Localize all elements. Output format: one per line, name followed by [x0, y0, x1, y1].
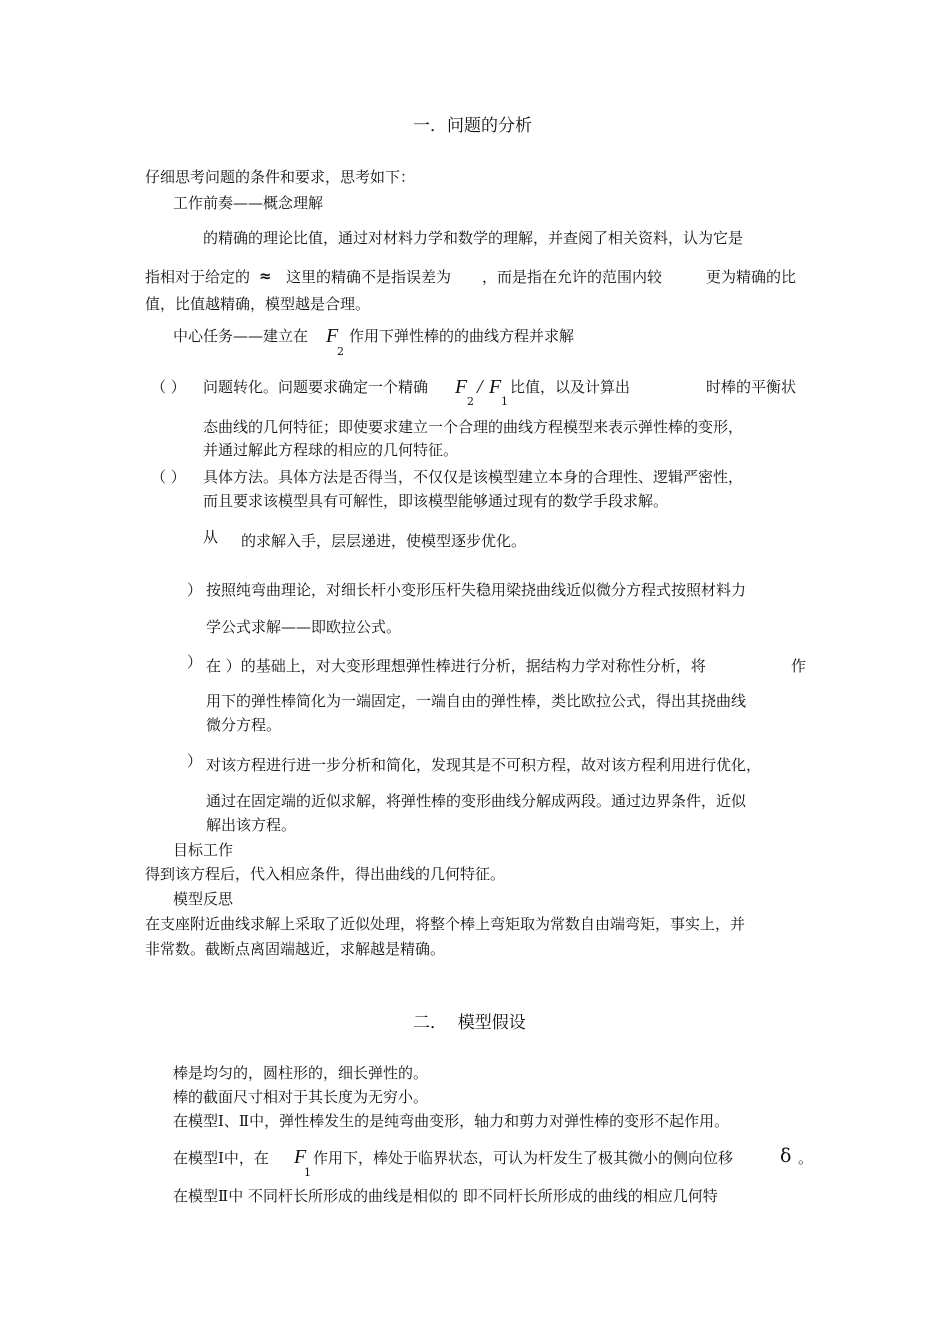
- assumption-4c: 。: [798, 1149, 814, 1167]
- force-symbol-f1-ratio: F: [489, 376, 502, 398]
- item2-marker: （ ）: [151, 468, 186, 486]
- from-line-a: 从: [203, 528, 219, 546]
- para1-line3: 值，比值越精确，模型越是合理。: [145, 295, 371, 313]
- approx-symbol: ≈: [259, 267, 272, 285]
- item2-line1: 具体方法。具体方法是否得当，不仅仅是该模型建立本身的合理性、逻辑严密性，: [203, 468, 744, 486]
- prelude-heading: 工作前奏——概念理解: [173, 194, 324, 212]
- center-task-a: 中心任务——建立在: [173, 327, 309, 345]
- para1-line2b: 这里的精确不是指误差为: [286, 268, 452, 286]
- from-line-b: 的求解入手，层层递进，使模型逐步优化。: [241, 532, 527, 550]
- goal-heading: 目标工作: [173, 841, 234, 859]
- assumption-4b: 作用下，棒处于临界状态，可认为杆发生了极其微小的侧向位移: [313, 1149, 734, 1167]
- reflect-line2: 非常数。截断点离固端越近，求解越是精确。: [145, 940, 446, 958]
- section-title-analysis: 一．问题的分析: [413, 116, 532, 136]
- ratio-slash: /: [477, 376, 483, 398]
- step3-line1: 对该方程进行进一步分析和简化，发现其是不可积方程，故对该方程利用进行优化，: [206, 756, 762, 774]
- item1-line1c: 时棒的平衡状: [706, 378, 797, 396]
- item2-line2: 而且要求该模型具有可解性，即该模型能够通过现有的数学手段求解。: [203, 492, 669, 510]
- step2-line3: 微分方程。: [206, 716, 282, 734]
- assumption-1: 棒是均匀的，圆柱形的，细长弹性的。: [173, 1064, 429, 1082]
- force-symbol-f2: F: [326, 325, 339, 347]
- goal-text: 得到该方程后，代入相应条件，得出曲线的几何特征。: [145, 865, 506, 883]
- para1-line1: 的精确的理论比值，通过对材料力学和数学的理解，并查阅了相关资料，认为它是: [203, 229, 744, 247]
- para1-line2a: 指相对于给定的: [145, 268, 251, 286]
- assumption-2: 棒的截面尺寸相对于其长度为无穷小。: [173, 1088, 429, 1106]
- reflect-line1: 在支座附近曲线求解上采取了近似处理，将整个棒上弯矩取为常数自由端弯矩，事实上，并: [145, 915, 746, 933]
- center-task-b: 作用下弹性棒的的曲线方程并求解: [349, 327, 575, 345]
- ratio-subscript-2: 2: [467, 395, 474, 408]
- ratio-subscript-1: 1: [501, 395, 508, 408]
- step2-line1b: 作: [791, 657, 807, 675]
- force-symbol-f2-ratio: F: [455, 376, 468, 398]
- assumption-5: 在模型Ⅱ中 不同杆长所形成的曲线是相似的 即不同杆长所形成的曲线的相应几何特: [173, 1187, 718, 1205]
- para1-line2d: 更为精确的比: [706, 268, 797, 286]
- step2-line2: 用下的弹性棒简化为一端固定，一端自由的弹性棒，类比欧拉公式，得出其挠曲线: [206, 692, 747, 710]
- reflect-heading: 模型反思: [173, 890, 234, 908]
- intro-line: 仔细思考问题的条件和要求，思考如下：: [145, 168, 416, 186]
- step3-line2: 通过在固定端的近似求解，将弹性棒的变形曲线分解成两段。通过边界条件，近似: [206, 792, 747, 810]
- assumption-3: 在模型Ⅰ、Ⅱ中，弹性棒发生的是纯弯曲变形，轴力和剪力对弹性棒的变形不起作用。: [173, 1112, 730, 1130]
- step1-line1: 按照纯弯曲理论，对细长杆小变形压杆失稳用梁挠曲线近似微分方程式按照材料力: [206, 581, 747, 599]
- a4-subscript-1: 1: [304, 1166, 311, 1179]
- item1-line3: 并通过解此方程球的相应的几何特征。: [203, 441, 459, 459]
- item1-line1a: 问题转化。问题要求确定一个精确: [203, 378, 429, 396]
- step3-line3: 解出该方程。: [206, 816, 297, 834]
- force-symbol-f1: F: [294, 1146, 307, 1168]
- section-title-assumptions: 二． 模型假设: [413, 1013, 526, 1033]
- assumption-4a: 在模型Ⅰ中，在: [173, 1149, 269, 1167]
- step3-marker: ）: [187, 752, 203, 770]
- step2-marker: ）: [187, 653, 203, 671]
- para1-line2c: ，而是指在允许的范围内较: [482, 268, 663, 286]
- step1-line2: 学公式求解——即欧拉公式。: [206, 618, 402, 636]
- item1-marker: （ ）: [151, 378, 186, 396]
- item1-line1b: 比值，以及计算出: [510, 378, 631, 396]
- step2-line1a: 在 ）的基础上，对大变形理想弹性棒进行分析，据结构力学对称性分析，将: [206, 657, 706, 675]
- item1-line2: 态曲线的几何特征；即使要求建立一个合理的曲线方程模型来表示弹性棒的变形，: [203, 418, 744, 436]
- subscript-2: 2: [337, 345, 344, 358]
- delta-symbol: δ: [780, 1145, 792, 1167]
- step1-marker: ）: [187, 581, 203, 599]
